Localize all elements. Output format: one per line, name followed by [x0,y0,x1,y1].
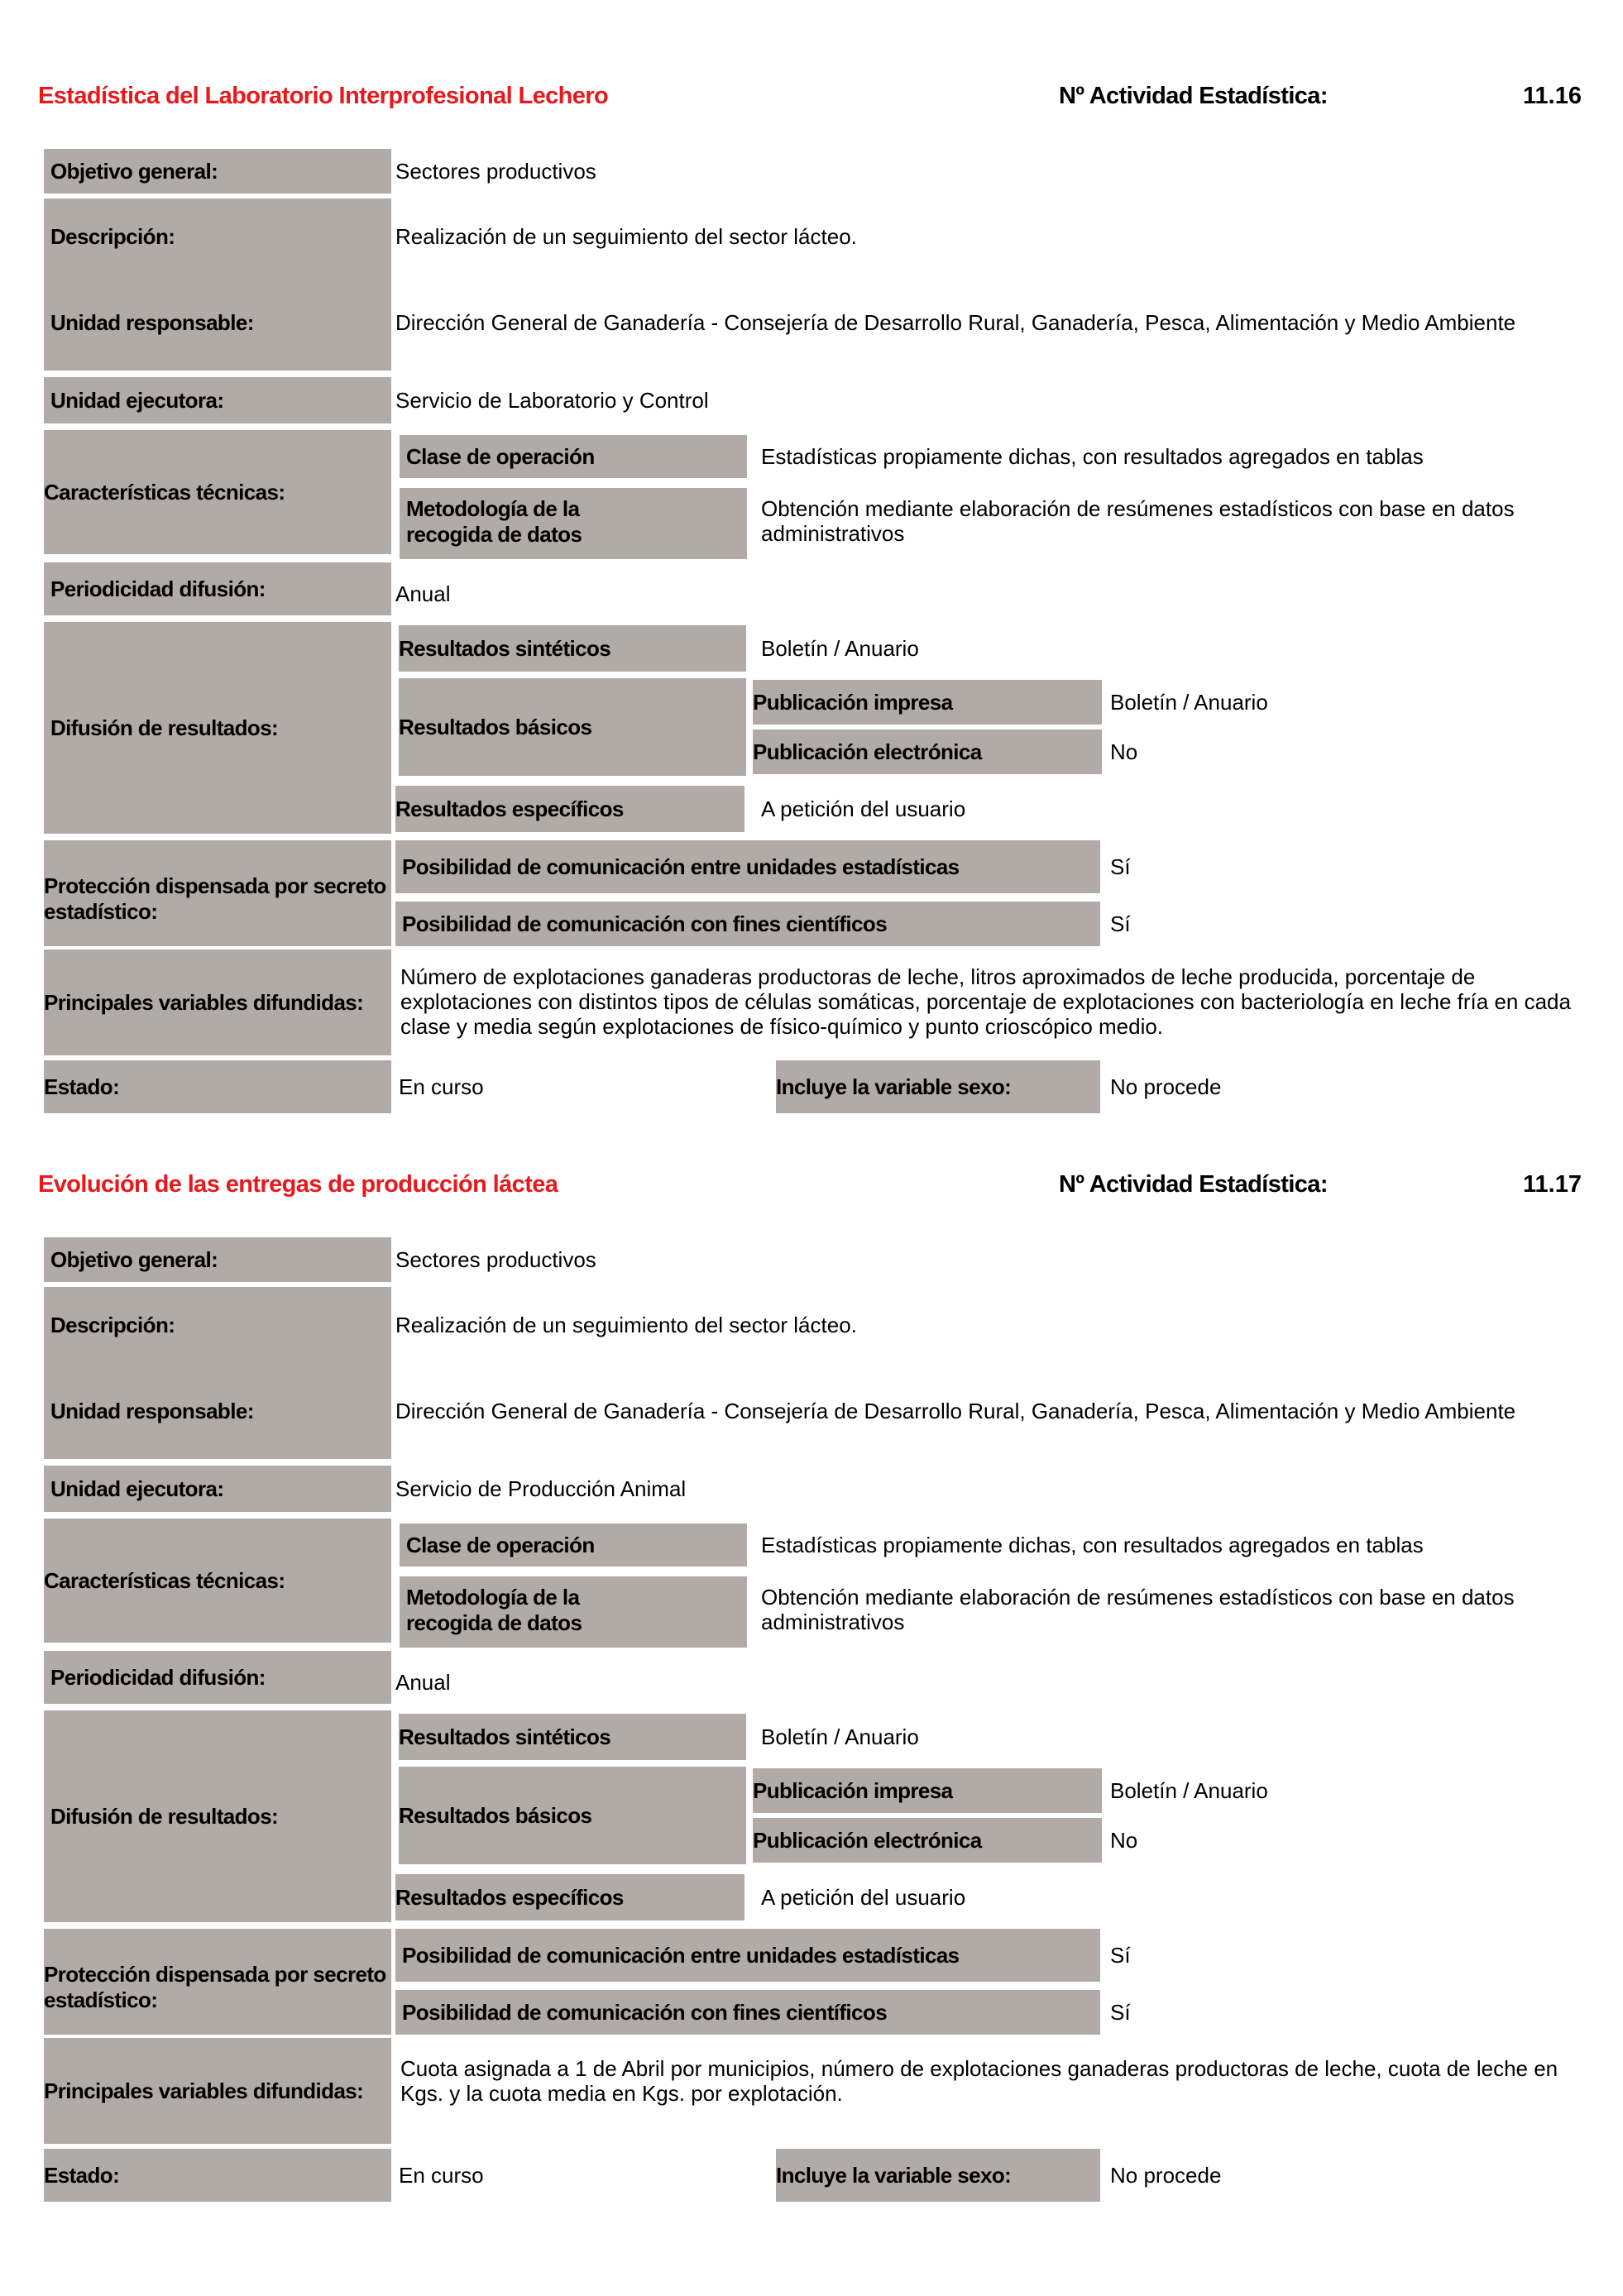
unidad-responsable-value: Dirección General de Ganadería - Consejería de Desarrollo Rural, Ganadería, Pesca, Alimentación y Medio Ambiente [395,1399,1516,1423]
estado-label: Estado: [44,1060,391,1113]
sinteticos-label: Resultados sintéticos [399,625,746,672]
proteccion-label: Protección dispensada por secreto estadístico: [44,1929,391,2035]
comunicacion-unidades-label: Posibilidad de comunicación entre unidades estadísticas [395,840,1100,893]
clase-operacion-value: Estadísticas propiamente dichas, con resultados agregados en tablas [761,444,1424,469]
unidad-ejecutora-value: Servicio de Producción Animal [395,1476,687,1501]
comunicacion-unidades-label: Posibilidad de comunicación entre unidades estadísticas [395,1929,1100,1982]
activity-number: 11.17 [1523,1171,1582,1198]
caracteristicas-label: Características técnicas: [44,430,391,554]
comunicacion-unidades-value: Sí [1110,1943,1131,1968]
descripcion-label: Descripción: [44,1287,391,1363]
electronica-value: No [1110,739,1138,764]
comunicacion-cientificos-value: Sí [1110,911,1131,936]
unidad-responsable-label: Unidad responsable: [44,275,391,371]
estado-value: En curso [399,2163,484,2188]
estado-label: Estado: [44,2149,391,2202]
sinteticos-label: Resultados sintéticos [399,1714,746,1760]
metodologia-value: Obtención mediante elaboración de resúmenes estadísticos con base en datos administrativos [761,496,1515,546]
unidad-responsable-label: Unidad responsable: [44,1363,391,1459]
variables-value: Cuota asignada a 1 de Abril por municipios, número de explotaciones ganaderas productoras de leche, cuota de leche en Kgs. y la cuota media en Kgs. por explotación. [400,2056,1558,2106]
periodicidad-label: Periodicidad difusión: [44,562,391,615]
objetivo-label: Objetivo general: [44,149,391,194]
metodologia-label: Metodología de la recogida de datos [400,488,747,559]
impresa-value: Boletín / Anuario [1110,1778,1268,1803]
sexo-value: No procede [1110,2163,1222,2188]
clase-operacion-value: Estadísticas propiamente dichas, con resultados agregados en tablas [761,1533,1424,1557]
estado-value: En curso [399,1074,484,1099]
objetivo-label: Objetivo general: [44,1237,391,1282]
impresa-value: Boletín / Anuario [1110,690,1268,715]
section-title: Evolución de las entregas de producción láctea [38,1171,558,1198]
periodicidad-value: Anual [395,581,451,606]
variables-value: Número de explotaciones ganaderas productoras de leche, litros aproximados de leche producida, porcentaje de explotaciones con distintos tipos de células somáticas, porcentaje de explotaciones con bacteriología en leche fría en cada clase y media según explotaciones de físico-químico y punto crioscópico medio. [400,964,1571,1039]
metodologia-label: Metodología de la recogida de datos [400,1576,747,1648]
sinteticos-value: Boletín / Anuario [761,636,919,661]
sexo-value: No procede [1110,1074,1222,1099]
metodologia-value: Obtención mediante elaboración de resúmenes estadísticos con base en datos administrativos [761,1585,1515,1634]
unidad-ejecutora-label: Unidad ejecutora: [44,377,391,423]
descripcion-label: Descripción: [44,199,391,275]
clase-operacion-label: Clase de operación [400,1523,747,1567]
caracteristicas-label: Características técnicas: [44,1519,391,1643]
periodicidad-value: Anual [395,1670,451,1695]
electronica-label: Publicación electrónica [753,1818,1102,1863]
sinteticos-value: Boletín / Anuario [761,1724,919,1749]
impresa-label: Publicación impresa [753,680,1102,725]
section-1 [0,0,1623,1108]
variables-label: Principales variables difundidas: [44,949,391,1055]
difusion-label: Difusión de resultados: [44,1710,391,1922]
unidad-ejecutora-value: Servicio de Laboratorio y Control [395,388,709,413]
activity-number-label: Nº Actividad Estadística: [1059,83,1328,109]
objetivo-value: Sectores productivos [395,1247,596,1272]
variables-label: Principales variables difundidas: [44,2038,391,2144]
especificos-value: A petición del usuario [761,796,966,821]
proteccion-label: Protección dispensada por secreto estadístico: [44,840,391,946]
section-2 [0,1088,1623,2197]
descripcion-value: Realización de un seguimiento del sector lácteo. [395,224,857,249]
unidad-responsable-value: Dirección General de Ganadería - Consejería de Desarrollo Rural, Ganadería, Pesca, Alimentación y Medio Ambiente [395,310,1516,335]
electronica-label: Publicación electrónica [753,729,1102,774]
especificos-label: Resultados específicos [395,786,744,832]
sexo-label: Incluye la variable sexo: [776,2149,1100,2202]
clase-operacion-label: Clase de operación [400,435,747,478]
difusion-label: Difusión de resultados: [44,622,391,834]
electronica-value: No [1110,1828,1138,1853]
especificos-value: A petición del usuario [761,1885,966,1910]
descripcion-value: Realización de un seguimiento del sector lácteo. [395,1313,857,1337]
unidad-ejecutora-label: Unidad ejecutora: [44,1466,391,1512]
especificos-label: Resultados específicos [395,1874,744,1921]
impresa-label: Publicación impresa [753,1768,1102,1813]
comunicacion-cientificos-value: Sí [1110,2000,1131,2025]
sexo-label: Incluye la variable sexo: [776,1060,1100,1113]
comunicacion-cientificos-label: Posibilidad de comunicación con fines científicos [395,1990,1100,2035]
periodicidad-label: Periodicidad difusión: [44,1651,391,1704]
activity-number-label: Nº Actividad Estadística: [1059,1171,1328,1198]
comunicacion-cientificos-label: Posibilidad de comunicación con fines científicos [395,902,1100,946]
objetivo-value: Sectores productivos [395,159,596,184]
comunicacion-unidades-value: Sí [1110,854,1131,879]
basicos-label: Resultados básicos [399,1767,746,1864]
activity-number: 11.16 [1523,83,1582,109]
section-title: Estadística del Laboratorio Interprofesional Lechero [38,83,609,109]
basicos-label: Resultados básicos [399,678,746,776]
